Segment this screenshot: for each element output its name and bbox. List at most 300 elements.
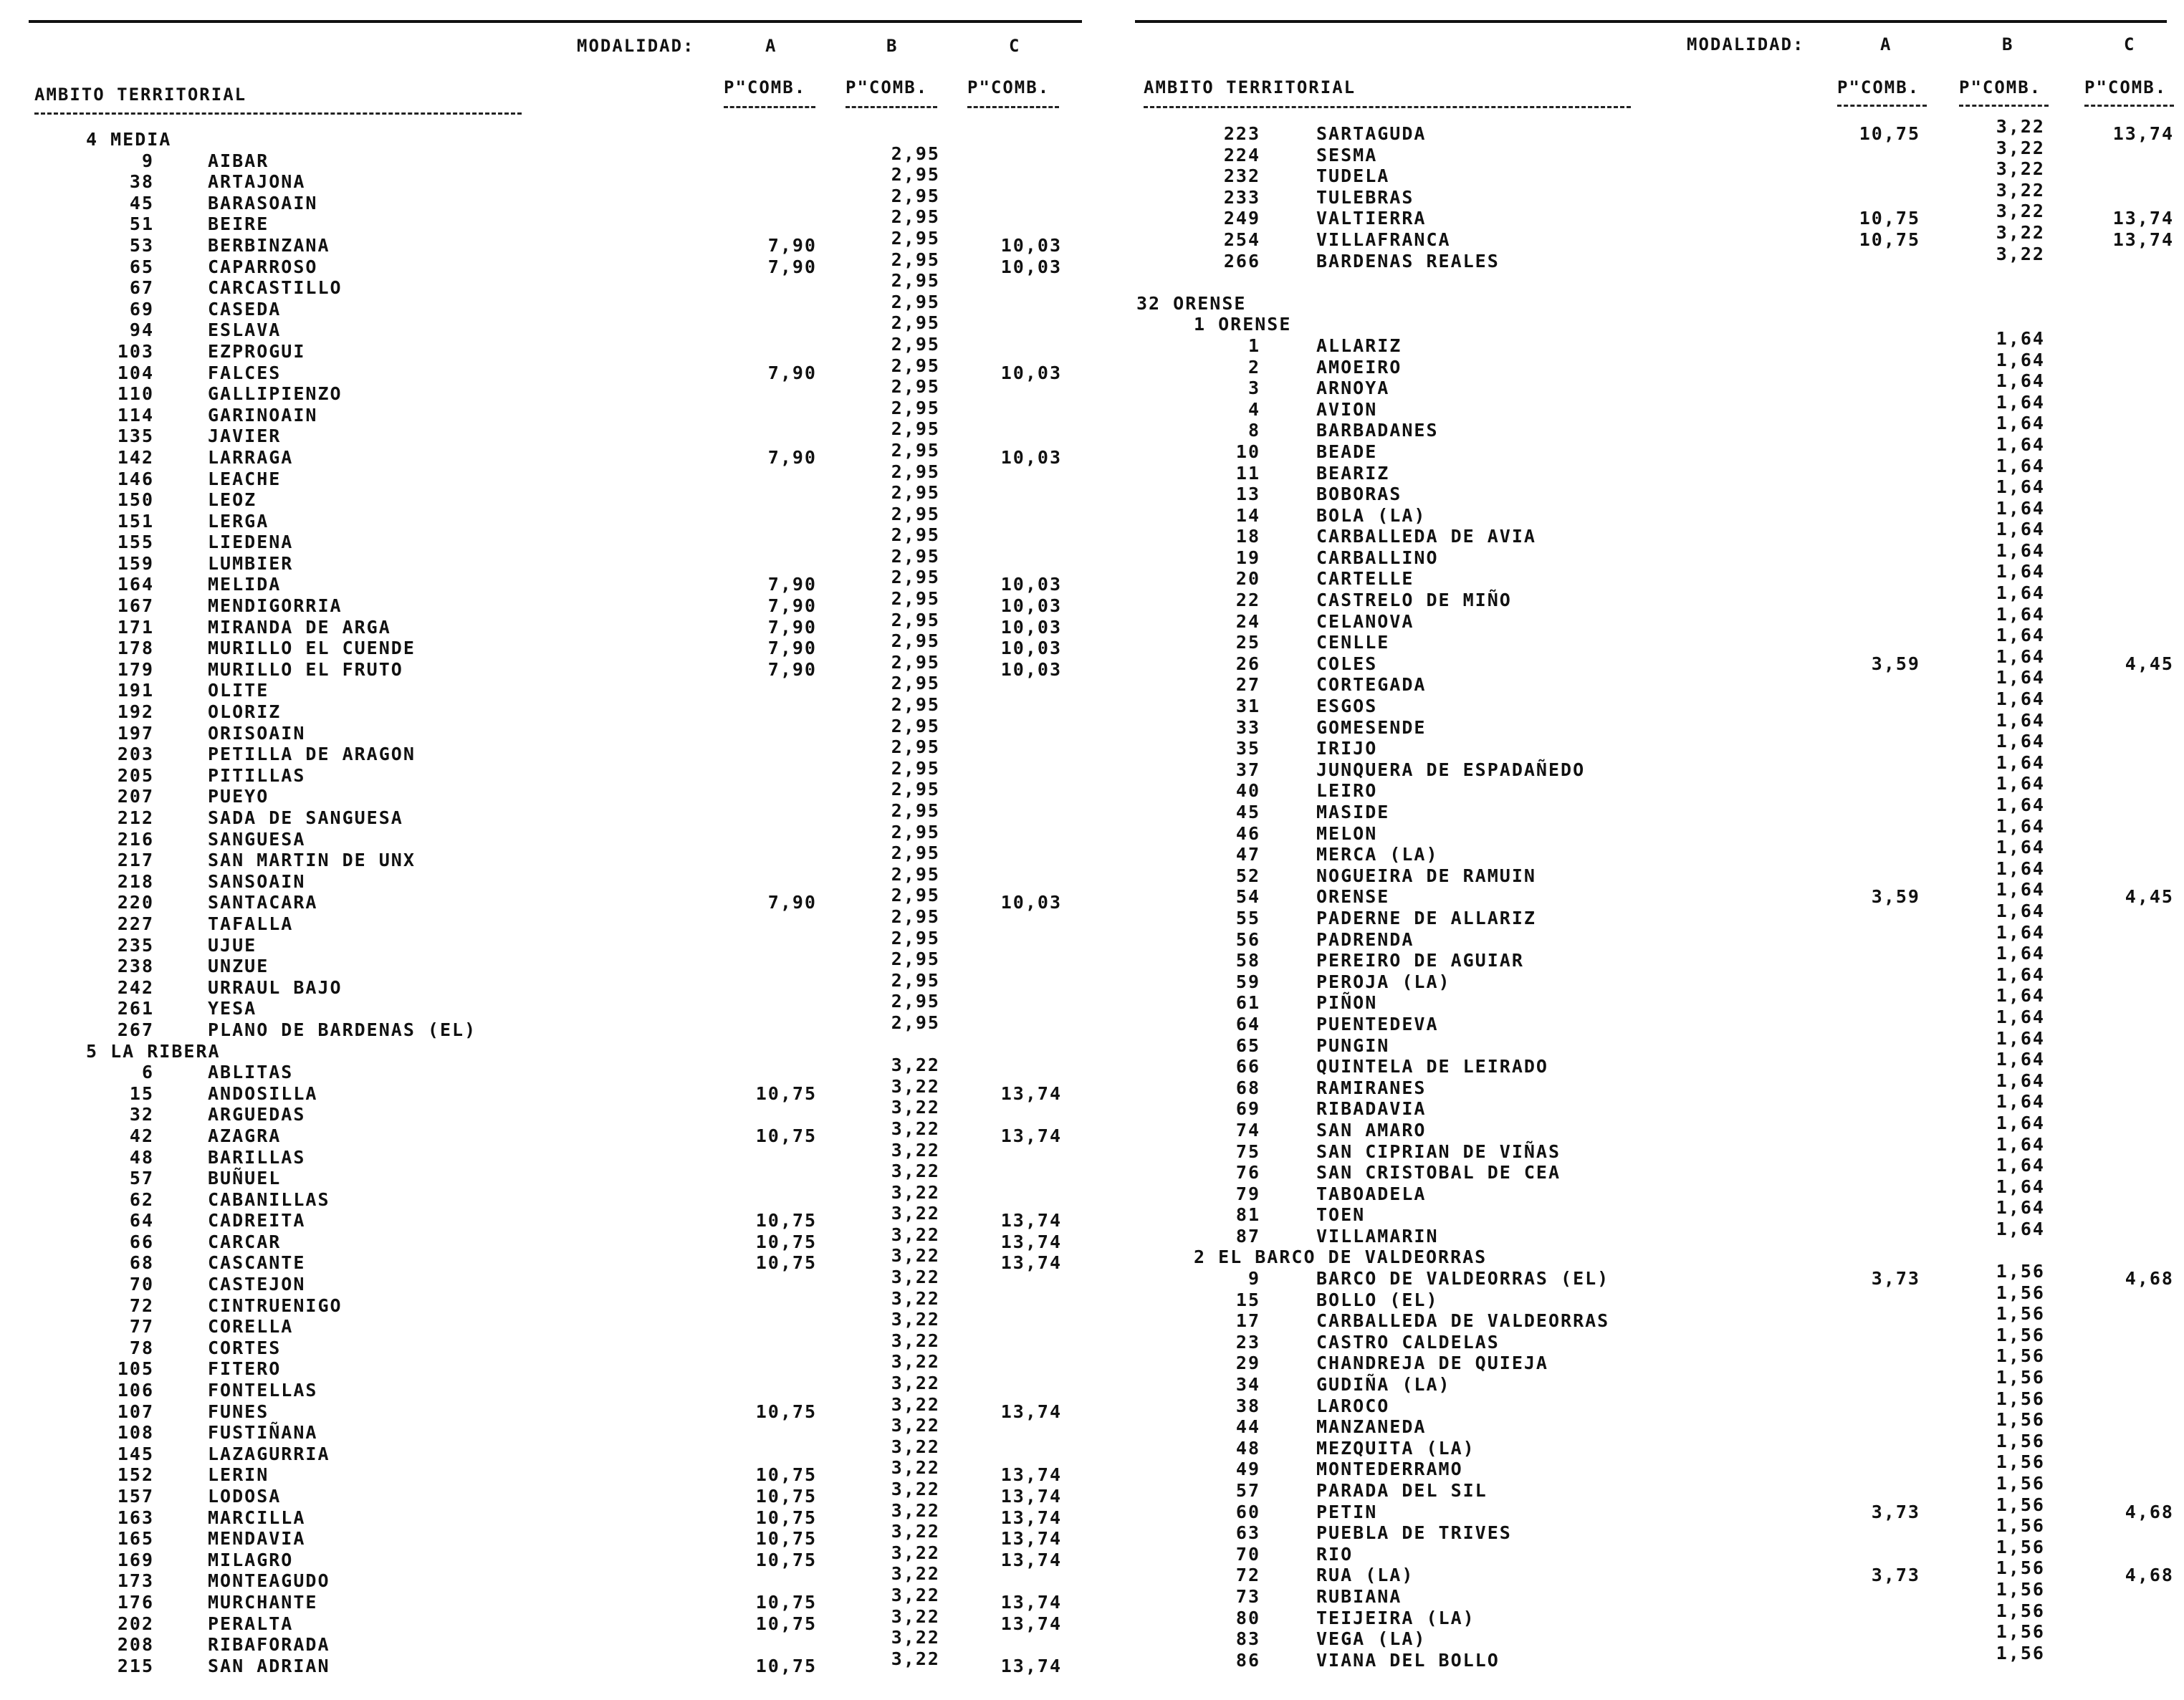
municipio-code: 191 — [117, 680, 154, 701]
value-b: 3,22 — [891, 1203, 940, 1224]
municipio-code: 70 — [1235, 1543, 1260, 1565]
municipio-code: 38 — [129, 171, 154, 193]
col-a-unit: P"COMB. — [1837, 77, 1920, 97]
municipio-name: ORENSE — [1316, 886, 1390, 908]
value-b: 1,64 — [1996, 455, 2045, 476]
municipio-code: 142 — [117, 446, 154, 468]
value-a: 10,75 — [1859, 208, 1920, 229]
municipio-row — [1092, 1642, 2184, 1671]
municipio-name: VALTIERRA — [1316, 208, 1427, 229]
value-b: 1,64 — [1996, 688, 2045, 710]
value-a: 10,75 — [755, 1464, 817, 1486]
value-c: 13,74 — [1000, 1591, 1062, 1613]
value-b: 3,22 — [891, 1287, 940, 1309]
value-a: 10,75 — [1859, 123, 1920, 144]
municipio-name: JAVIER — [208, 426, 282, 447]
municipio-name: LARRAGA — [208, 446, 294, 468]
municipio-code: 51 — [129, 213, 154, 235]
municipio-code: 192 — [117, 701, 154, 723]
value-b: 3,22 — [891, 1245, 940, 1267]
value-b: 3,22 — [891, 1118, 940, 1139]
municipio-code: 150 — [117, 489, 154, 511]
municipio-name: COLES — [1316, 653, 1378, 674]
municipio-code: 208 — [117, 1634, 154, 1656]
value-b: 2,95 — [891, 651, 940, 673]
municipio-name: FITERO — [208, 1358, 282, 1380]
value-a: 7,90 — [767, 362, 817, 383]
municipio-name: MELON — [1316, 822, 1378, 844]
value-b: 3,22 — [891, 1267, 940, 1288]
modalidad-label: MODALIDAD: — [1687, 34, 1805, 54]
municipio-code: 103 — [117, 340, 154, 362]
value-b: 1,56 — [1996, 1345, 2045, 1367]
municipio-name: BARBADANES — [1316, 420, 1439, 441]
value-b: 1,56 — [1996, 1578, 2045, 1600]
municipio-name: GOMESENDE — [1316, 716, 1427, 738]
value-b: 3,22 — [891, 1097, 940, 1118]
value-b: 1,64 — [1996, 1006, 2045, 1027]
municipio-name: ANDOSILLA — [208, 1082, 318, 1104]
municipio-code: 2 — [1247, 356, 1260, 378]
value-b: 3,22 — [891, 1393, 940, 1415]
value-b: 2,95 — [891, 567, 940, 588]
municipio-name: UJUE — [208, 934, 257, 956]
municipio-row — [1092, 1218, 2184, 1247]
municipio-code: 31 — [1235, 696, 1260, 717]
value-b: 2,95 — [891, 1012, 940, 1033]
value-b: 2,95 — [891, 969, 940, 991]
value-b: 1,56 — [1996, 1515, 2045, 1537]
municipio-code: 69 — [129, 298, 154, 320]
value-b: 3,22 — [891, 1563, 940, 1585]
municipio-code: 49 — [1235, 1459, 1260, 1480]
value-b: 3,22 — [1996, 221, 2045, 243]
value-b: 3,22 — [1996, 116, 2045, 137]
value-c: 10,03 — [1000, 638, 1062, 659]
right-column — [1092, 0, 2184, 1700]
value-b: 2,95 — [891, 927, 940, 949]
spacer — [1092, 272, 2184, 293]
municipio-name: PARADA DEL SIL — [1316, 1480, 1488, 1501]
value-b: 2,95 — [891, 906, 940, 927]
municipio-code: 155 — [117, 532, 154, 553]
value-b: 1,64 — [1996, 603, 2045, 625]
municipio-name: PETIN — [1316, 1501, 1378, 1522]
value-a: 10,75 — [755, 1486, 817, 1507]
value-b: 3,22 — [1996, 137, 2045, 158]
value-c: 13,74 — [1000, 1655, 1062, 1676]
value-b: 1,64 — [1996, 327, 2045, 349]
value-c: 10,03 — [1000, 256, 1062, 277]
value-b: 2,95 — [891, 249, 940, 270]
modalidad-c: C — [1009, 36, 1021, 56]
municipio-name: YESA — [208, 998, 257, 1019]
municipio-code: 26 — [1235, 653, 1260, 674]
col-b-underline — [846, 106, 937, 108]
municipio-code: 15 — [1235, 1289, 1260, 1310]
municipio-code: 146 — [117, 468, 154, 489]
municipio-name: GALLIPIENZO — [208, 383, 343, 405]
municipio-name: BARCO DE VALDEORRAS (EL) — [1316, 1268, 1610, 1290]
municipio-code: 62 — [129, 1188, 154, 1210]
municipio-name: SAN AMARO — [1316, 1119, 1427, 1140]
municipio-name: CORTES — [208, 1337, 282, 1358]
municipio-code: 22 — [1235, 590, 1260, 611]
municipio-code: 18 — [1235, 526, 1260, 547]
municipio-code: 3 — [1247, 378, 1260, 399]
group-label: 4 MEDIA — [86, 129, 172, 150]
value-b: 2,95 — [891, 779, 940, 800]
value-b: 1,64 — [1996, 413, 2045, 434]
municipio-name: CASTRO CALDELAS — [1316, 1331, 1500, 1353]
group-label: 2 EL BARCO DE VALDEORRAS — [1194, 1247, 1488, 1268]
value-b: 1,56 — [1996, 1324, 2045, 1345]
municipio-name: CADREITA — [208, 1210, 306, 1231]
value-b: 3,22 — [891, 1542, 940, 1563]
municipio-name: MENDAVIA — [208, 1528, 306, 1550]
municipio-code: 152 — [117, 1464, 154, 1486]
value-b: 1,64 — [1996, 773, 2045, 794]
value-b: 1,64 — [1996, 1049, 2045, 1070]
value-a: 3,73 — [1871, 1268, 1920, 1290]
value-b: 2,95 — [891, 270, 940, 292]
value-a: 10,75 — [755, 1401, 817, 1422]
municipio-code: 83 — [1235, 1628, 1260, 1650]
left-table-body — [0, 129, 1092, 1676]
value-c: 13,74 — [1000, 1231, 1062, 1252]
value-a: 10,75 — [755, 1252, 817, 1274]
municipio-code: 45 — [1235, 802, 1260, 822]
municipio-name: FALCES — [208, 362, 282, 383]
municipio-code: 24 — [1235, 610, 1260, 632]
municipio-code: 79 — [1235, 1183, 1260, 1204]
value-b: 3,22 — [891, 1224, 940, 1245]
value-b: 2,95 — [891, 842, 940, 864]
municipio-name: LAROCO — [1316, 1395, 1390, 1416]
municipio-name: GUDIÑA (LA) — [1316, 1374, 1451, 1396]
municipio-name: MARCILLA — [208, 1507, 306, 1528]
municipio-name: BOBORAS — [1316, 484, 1402, 505]
value-b: 2,95 — [891, 991, 940, 1012]
municipio-code: 68 — [1235, 1077, 1260, 1098]
municipio-code: 4 — [1247, 398, 1260, 420]
municipio-name: CAPARROSO — [208, 256, 318, 277]
municipio-name: SAN ADRIAN — [208, 1655, 330, 1676]
municipio-code: 65 — [1235, 1034, 1260, 1056]
municipio-row — [1092, 243, 2184, 272]
municipio-code: 10 — [1235, 441, 1260, 462]
municipio-code: 29 — [1235, 1353, 1260, 1374]
col-b-unit: P"COMB. — [846, 77, 929, 97]
municipio-name: BEIRE — [208, 213, 269, 235]
municipio-code: 159 — [117, 552, 154, 574]
value-b: 1,64 — [1996, 625, 2045, 646]
ambito-territorial-heading: AMBITO TERRITORIAL — [34, 85, 247, 105]
value-c: 13,74 — [1000, 1082, 1062, 1104]
municipio-code: 110 — [117, 383, 154, 405]
value-a: 10,75 — [755, 1082, 817, 1104]
municipio-code: 86 — [1235, 1649, 1260, 1671]
value-b: 2,95 — [891, 503, 940, 524]
value-b: 2,95 — [891, 821, 940, 842]
municipio-name: MASIDE — [1316, 802, 1390, 822]
value-b: 1,56 — [1996, 1642, 2045, 1663]
municipio-code: 23 — [1235, 1331, 1260, 1353]
value-b: 1,56 — [1996, 1494, 2045, 1515]
value-b: 1,56 — [1996, 1536, 2045, 1557]
municipio-code: 32 — [129, 1104, 154, 1125]
municipio-code: 238 — [117, 956, 154, 977]
municipio-code: 9 — [141, 150, 154, 171]
value-b: 1,56 — [1996, 1557, 2045, 1579]
value-c: 10,03 — [1000, 574, 1062, 595]
value-b: 2,95 — [891, 800, 940, 821]
municipio-code: 178 — [117, 638, 154, 659]
municipio-code: 53 — [129, 234, 154, 256]
value-a: 10,75 — [755, 1655, 817, 1676]
value-b: 3,22 — [891, 1330, 940, 1351]
value-a: 7,90 — [767, 616, 817, 638]
value-b: 3,22 — [1996, 201, 2045, 222]
value-b: 1,56 — [1996, 1451, 2045, 1473]
municipio-name: SANTACARA — [208, 892, 318, 913]
provincia-heading — [1092, 293, 2184, 314]
col-a-underline — [1837, 105, 1927, 107]
value-b: 1,64 — [1996, 1027, 2045, 1049]
municipio-code: 20 — [1235, 568, 1260, 590]
value-b: 1,56 — [1996, 1303, 2045, 1325]
municipio-name: CARCASTILLO — [208, 277, 343, 299]
municipio-code: 13 — [1235, 484, 1260, 505]
value-b: 1,64 — [1996, 1070, 2045, 1091]
value-c: 10,03 — [1000, 362, 1062, 383]
value-c: 13,74 — [1000, 1125, 1062, 1146]
value-b: 2,95 — [891, 757, 940, 779]
municipio-code: 87 — [1235, 1225, 1260, 1247]
municipio-code: 105 — [117, 1358, 154, 1380]
value-b: 2,95 — [891, 312, 940, 334]
value-b: 2,95 — [891, 694, 940, 716]
municipio-code: 54 — [1235, 886, 1260, 908]
municipio-name: CARCAR — [208, 1231, 282, 1252]
value-b: 2,95 — [891, 545, 940, 567]
value-c: 4,68 — [2125, 1268, 2174, 1290]
municipio-name: PUEBLA DE TRIVES — [1316, 1522, 1512, 1544]
value-b: 3,22 — [891, 1055, 940, 1076]
modalidad-label: MODALIDAD: — [577, 36, 695, 56]
municipio-name: SAN CRISTOBAL DE CEA — [1316, 1162, 1561, 1183]
municipio-name: FUNES — [208, 1401, 269, 1422]
value-b: 3,22 — [891, 1479, 940, 1499]
value-b: 3,22 — [891, 1521, 940, 1542]
municipio-name: LEOZ — [208, 489, 257, 511]
municipio-name: ALLARIZ — [1316, 335, 1402, 356]
municipio-name: RIBADAVIA — [1316, 1098, 1427, 1120]
col-a-unit: P"COMB. — [724, 77, 807, 97]
value-b: 3,22 — [891, 1161, 940, 1182]
municipio-name: FUSTIÑANA — [208, 1422, 318, 1444]
municipio-code: 19 — [1235, 547, 1260, 568]
municipio-name: CENLLE — [1316, 632, 1390, 653]
municipio-code: 58 — [1235, 950, 1260, 971]
municipio-code: 57 — [129, 1168, 154, 1189]
value-b: 1,56 — [1996, 1621, 2045, 1643]
municipio-name: AIBAR — [208, 150, 269, 171]
value-b: 1,56 — [1996, 1473, 2045, 1494]
municipio-code: 179 — [117, 658, 154, 680]
municipio-code: 80 — [1235, 1607, 1260, 1628]
value-b: 1,64 — [1996, 1091, 2045, 1113]
municipio-code: 205 — [117, 764, 154, 786]
municipio-name: AMOEIRO — [1316, 356, 1402, 378]
municipio-name: BUÑUEL — [208, 1168, 282, 1189]
municipio-name: BOLA (LA) — [1316, 504, 1427, 526]
ambito-territorial-heading: AMBITO TERRITORIAL — [1144, 77, 1356, 97]
municipio-code: 61 — [1235, 992, 1260, 1014]
value-a: 10,75 — [755, 1210, 817, 1231]
municipio-code: 46 — [1235, 822, 1260, 844]
municipio-code: 14 — [1235, 504, 1260, 526]
municipio-name: ARGUEDAS — [208, 1104, 306, 1125]
municipio-name: OLITE — [208, 680, 269, 701]
municipio-name: SADA DE SANGUESA — [208, 807, 403, 828]
municipio-code: 34 — [1235, 1374, 1260, 1396]
municipio-name: MILAGRO — [208, 1549, 294, 1570]
municipio-code: 215 — [117, 1655, 154, 1676]
municipio-name: BOLLO (EL) — [1316, 1289, 1439, 1310]
municipio-code: 57 — [1235, 1480, 1260, 1501]
municipio-code: 249 — [1223, 208, 1260, 229]
value-b: 2,95 — [891, 736, 940, 758]
municipio-code: 15 — [129, 1082, 154, 1104]
value-b: 2,95 — [891, 333, 940, 355]
municipio-code: 75 — [1235, 1140, 1260, 1162]
value-b: 2,95 — [891, 227, 940, 249]
municipio-name: PETILLA DE ARAGON — [208, 744, 416, 765]
municipio-name: PADRENDA — [1316, 928, 1414, 950]
municipio-name: CINTRUENIGO — [208, 1295, 343, 1316]
municipio-name: BEADE — [1316, 441, 1378, 462]
municipio-code: 267 — [117, 1019, 154, 1040]
municipio-name: LEACHE — [208, 468, 282, 489]
municipio-code: 73 — [1235, 1585, 1260, 1607]
value-b: 3,22 — [891, 1605, 940, 1627]
value-b: 1,64 — [1996, 497, 2045, 519]
municipio-code: 67 — [129, 277, 154, 299]
municipio-name: CARBALLINO — [1316, 547, 1439, 568]
municipio-name: PUENTEDEVA — [1316, 1013, 1439, 1034]
value-c: 10,03 — [1000, 234, 1062, 256]
municipio-code: 224 — [1223, 144, 1260, 165]
value-b: 1,64 — [1996, 921, 2045, 943]
municipio-name: LEIRO — [1316, 780, 1378, 802]
municipio-code: 135 — [117, 426, 154, 447]
value-b: 3,22 — [891, 1415, 940, 1436]
municipio-name: CASTEJON — [208, 1274, 306, 1295]
col-c-underline — [2084, 105, 2174, 107]
municipio-code: 64 — [1235, 1013, 1260, 1034]
municipio-name: ARTAJONA — [208, 171, 306, 193]
value-a: 10,75 — [755, 1613, 817, 1634]
value-b: 1,64 — [1996, 476, 2045, 498]
municipio-name: SANSOAIN — [208, 870, 306, 892]
municipio-name: LODOSA — [208, 1486, 282, 1507]
value-c: 13,74 — [1000, 1210, 1062, 1231]
value-b: 2,95 — [891, 885, 940, 906]
municipio-name: QUINTELA DE LEIRADO — [1316, 1056, 1548, 1077]
value-b: 1,64 — [1996, 1155, 2045, 1176]
municipio-code: 197 — [117, 722, 154, 744]
value-b: 3,22 — [891, 1309, 940, 1330]
municipio-code: 6 — [141, 1062, 154, 1083]
value-b: 2,95 — [891, 185, 940, 206]
value-a: 7,90 — [767, 256, 817, 277]
municipio-code: 220 — [117, 892, 154, 913]
value-c: 13,74 — [1000, 1486, 1062, 1507]
municipio-code: 76 — [1235, 1162, 1260, 1183]
value-b: 2,95 — [891, 143, 940, 164]
municipio-code: 47 — [1235, 844, 1260, 865]
group-label: 1 ORENSE — [1194, 314, 1292, 335]
value-b: 1,56 — [1996, 1261, 2045, 1282]
municipio-name: RAMIRANES — [1316, 1077, 1427, 1098]
municipio-name: CHANDREJA DE QUIEJA — [1316, 1353, 1548, 1374]
municipio-name: TAFALLA — [208, 913, 294, 934]
municipio-name: LUMBIER — [208, 552, 294, 574]
municipio-code: 37 — [1235, 759, 1260, 780]
value-b: 2,95 — [891, 355, 940, 376]
value-c: 10,03 — [1000, 446, 1062, 468]
municipio-name: VILLAMARIN — [1316, 1225, 1439, 1247]
value-b: 1,64 — [1996, 1197, 2045, 1219]
value-b: 1,56 — [1996, 1282, 2045, 1303]
value-b: 1,64 — [1996, 1176, 2045, 1197]
value-b: 1,64 — [1996, 370, 2045, 392]
municipio-code: 33 — [1235, 716, 1260, 738]
value-b: 1,64 — [1996, 879, 2045, 901]
municipio-code: 52 — [1235, 865, 1260, 886]
value-a: 10,75 — [755, 1125, 817, 1146]
value-b: 3,22 — [891, 1139, 940, 1161]
municipio-name: LERGA — [208, 510, 269, 532]
value-c: 4,68 — [2125, 1501, 2174, 1522]
value-b: 2,95 — [891, 461, 940, 482]
municipio-code: 104 — [117, 362, 154, 383]
municipio-name: MONTEDERRAMO — [1316, 1459, 1463, 1480]
value-b: 1,64 — [1996, 751, 2045, 773]
value-c: 10,03 — [1000, 616, 1062, 638]
municipio-code: 69 — [1235, 1098, 1260, 1120]
value-c: 13,74 — [1000, 1549, 1062, 1570]
municipio-code: 56 — [1235, 928, 1260, 950]
municipio-code: 48 — [129, 1146, 154, 1168]
value-a: 10,75 — [1859, 229, 1920, 250]
modalidad-b: B — [886, 36, 899, 56]
col-b-unit: P"COMB. — [1959, 77, 2042, 97]
value-a: 3,59 — [1871, 886, 1920, 908]
value-b: 2,95 — [891, 715, 940, 736]
value-b: 3,22 — [891, 1584, 940, 1605]
municipio-code: 171 — [117, 616, 154, 638]
municipio-name: VILLAFRANCA — [1316, 229, 1451, 250]
value-b: 2,95 — [891, 609, 940, 630]
value-b: 3,22 — [891, 1499, 940, 1521]
municipio-name: BARILLAS — [208, 1146, 306, 1168]
municipio-name: ESLAVA — [208, 320, 282, 341]
value-a: 7,90 — [767, 574, 817, 595]
municipio-name: LERIN — [208, 1464, 269, 1486]
municipio-code: 9 — [1247, 1268, 1260, 1290]
